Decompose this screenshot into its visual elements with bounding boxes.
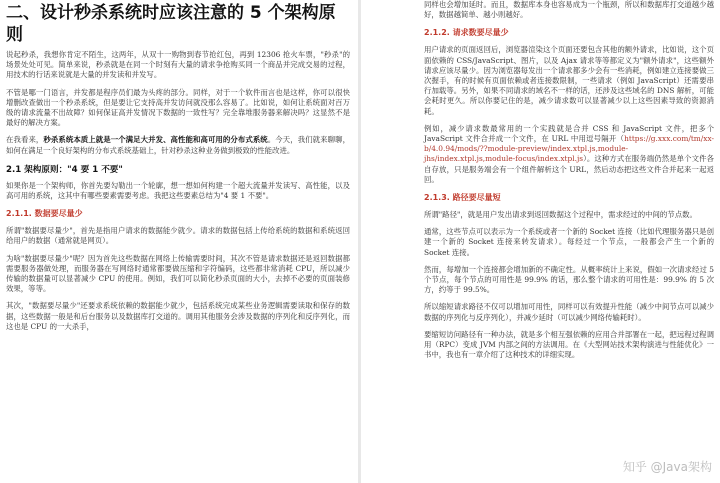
paragraph: 所以缩短请求路径不仅可以增加可用性，同样可以有效提升性能（减少中间节点可以减少数据的序列化与反序列化），并减少延时（可以减少网络传输耗时）。	[424, 302, 714, 322]
subheading: 2.1.2. 请求数要尽量少	[424, 28, 509, 38]
text-run: 在我看来，	[6, 135, 44, 145]
text-run: 。今天，我们就来聊聊，如何在满足一个良好架构的分布式系统基础上，针对秒杀这种业务做到极致的性能改进。	[6, 135, 350, 155]
subheading: 2.1.3. 路径要尽量短	[424, 193, 501, 203]
paragraph: 用户请求的页面返回后，浏览器渲染这个页面还要包含其他的额外请求，比如说，这个页面依赖的 CSS/JavaScript、图片，以及 Ajax 请求等等都定义为"额外请求"，这些额外请求应该尽量少。因为浏览器每发出一个请求都多少会有一些消耗，例如建立连接要做三次握手，有的时候有页面依赖或者连接数限制，一些请求（例如 JavaScript）还需要串行加载等。另外，如果不同请求的域名不一样的话，还涉及这些域名的 DNS 解析，可能会耗时更久。所以你要记住的是，减少请求数可以显著减少以上这些因素导致的资源消耗。	[424, 45, 714, 116]
paragraph: 说起秒杀，我想你肯定不陌生，这两年，从双十一购物到春节抢红包，再到 12306 抢火车票，"秒杀"的场景处处可见。简单来说，秒杀就是在同一个时刻有大量的请求争抢购买同一个商品并完成交易的过程，用技术的行话来说就是大量的并发读和并发写。	[6, 50, 350, 80]
paragraph	[424, 124, 714, 185]
paragraph: 通常，这些节点可以表示为一个系统或者一个新的 Socket 连接（比如代理服务器只是创建一个新的 Socket 连接来转发请求）。每经过一个节点，一般都会产生一个新的 Socket 连接。	[424, 227, 714, 257]
subsection-heading: 2.1 架构原则："4 要 1 不要"	[6, 164, 123, 175]
watermark: 知乎 @Java架构	[622, 460, 712, 474]
text-run: 例如，减少请求数最常用的一个实践就是合并 CSS 和 JavaScript 文件，把多个 JavaScript 文件合并成一个文件，在 URL 中用逗号隔开（	[424, 123, 714, 144]
paragraph: 不管是哪一门语言，并发都是程序员们最为头疼的部分。同样，对于一个软件而言也是这样，你可以很快增删改查做出一个秒杀系统，但是要让它支持高并发访问就没那么容易了。比如说，如何让系统面对百万级的请求流量不出故障？如何保证高并发情况下数据的一致性写？完全靠堆服务器来解决吗？这显然不是最好的解决方案。	[6, 87, 350, 128]
paragraph: 所谓"路径"，就是用户发出请求到返回数据这个过程中，需求经过的中间的节点数。	[424, 210, 697, 220]
bold-text: 秒杀系统本质上就是一个满足大并发、高性能和高可用的分布式系统	[43, 135, 268, 145]
paragraph: 如果你是一个架构师，你首先要勾勒出一个轮廓，想一想如何构建一个超大流量并发读写、高性能，以及高可用的系统，这其中有哪些要素需要考虑。我把这些要素总结为"4 要 1 不要"。	[6, 180, 350, 201]
text-run: ）。这种方式在服务端仍然是单个文件各自存放，只是服务端会有一个组件解析这个 URL，然后动态把这些文件合并起来一起返回。	[424, 154, 714, 184]
url-link[interactable]: https://g.xxx.com/tm/xx-b/4.0.94/mods/??module-preview/index.xtpl.js,module-jhs/index.xtpl.js,module-focus/index.xtpl.js	[424, 134, 714, 164]
paragraph: 要缩短访问路径有一种办法，就是多个相互强依赖的应用合并部署在一起，把远程过程调用（RPC）变成 JVM 内部之间的方法调用。在《大型网站技术架构演进与性能优化》一书中，我也有一章介绍了这种技术的详细实现。	[424, 329, 714, 360]
paragraph: 同样也会增加延时。而且，数据库本身也容易成为一个瓶颈，所以和数据库打交道越少越好，数据越简单、越小则越好。	[424, 0, 714, 20]
paragraph: 为啥"数据要尽量少"呢？因为首先这些数据在网络上传输需要时间，其次不管是请求数据还是返回数据都需要服务器做处理，而服务器在写网络时通常都要做压缩和字符编码，这些都非常消耗 CPU，所以减少传输的数据量可以显著减少 CPU 的使用。例如，我们可以简化秒杀页面的大小，去掉不必要的页面装修效果，等等。	[6, 253, 350, 294]
left-column	[0, 0, 356, 339]
section-title: 二、设计秒杀系统时应该注意的 5 个架构原则	[6, 3, 336, 45]
paragraph: 其次，"数据要尽量少"还要求系统依赖的数据能少就少，包括系统完成某些业务逻辑需要读取和保存的数据，这些数据一般是和后台服务以及数据库打交道的。调用其他服务会涉及数据的序列化和反序列化，而这也是 CPU 的一大杀手，	[6, 301, 350, 331]
column-divider	[358, 0, 361, 483]
subheading: 2.1.1. 数据要尽量少	[6, 209, 83, 219]
right-column	[362, 0, 720, 367]
paragraph: 所谓"数据要尽量少"，首先是指用户请求的数据能少就少。请求的数据包括上传给系统的数据和系统返回给用户的数据（通常就是网页）。	[6, 226, 350, 246]
paragraph: 然而，每增加一个连接都会增加新的不确定性。从概率统计上来说，假如一次请求经过 5 个节点，每个节点的可用性是 99.9% 的话，那么整个请求的可用性是：99.9% 的 5 次方，约等于 99.5%。	[424, 264, 714, 295]
paragraph	[6, 135, 350, 155]
